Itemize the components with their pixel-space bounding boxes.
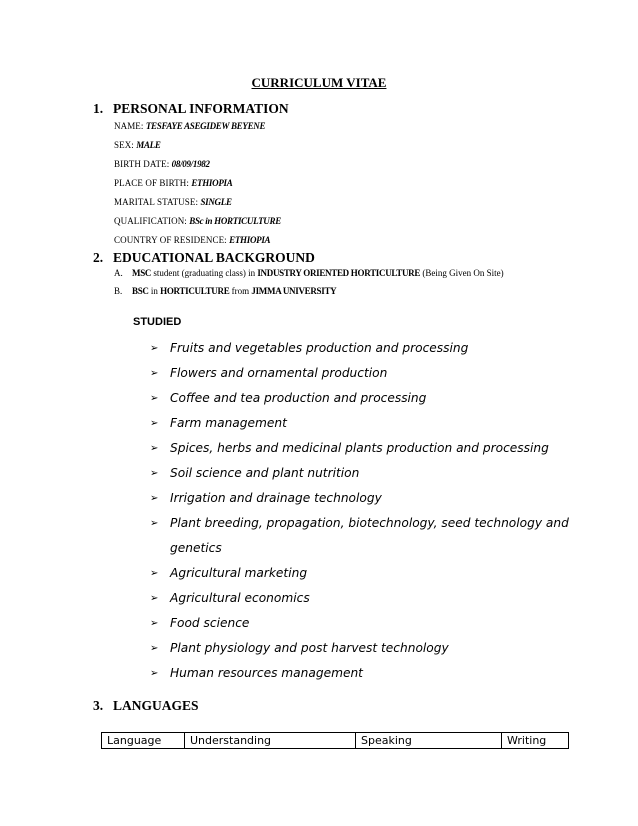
table-header-cell: Understanding bbox=[185, 733, 356, 749]
list-item: ➢ Coffee and tea production and processing bbox=[150, 386, 570, 411]
arrow-bullet-icon: ➢ bbox=[150, 393, 159, 404]
table-header-cell: Language bbox=[102, 733, 185, 749]
list-item: ➢ Food science bbox=[150, 611, 570, 636]
field-qualification: QUALIFICATION: BSc in HORTICULTURE bbox=[114, 216, 281, 226]
field-country-of-residence: COUNTRY OF RESIDENCE: ETHIOPIA bbox=[114, 235, 271, 245]
field-birth-date: BIRTH DATE: 08/09/1982 bbox=[114, 159, 210, 169]
list-item: ➢ Agricultural marketing bbox=[150, 561, 570, 586]
arrow-bullet-icon: ➢ bbox=[150, 568, 159, 579]
list-item: ➢ Farm management bbox=[150, 411, 570, 436]
list-item: ➢ Fruits and vegetables production and processing bbox=[150, 336, 570, 361]
field-name: NAME: TESFAYE ASEGIDEW BEYENE bbox=[114, 121, 266, 131]
arrow-bullet-icon: ➢ bbox=[150, 343, 159, 354]
list-item: ➢ Spices, herbs and medicinal plants production and processing bbox=[150, 436, 570, 461]
table-header-cell: Speaking bbox=[356, 733, 502, 749]
list-item: ➢ Flowers and ornamental production bbox=[150, 361, 570, 386]
list-item: ➢ Human resources management bbox=[150, 661, 570, 686]
arrow-bullet-icon: ➢ bbox=[150, 518, 159, 529]
arrow-bullet-icon: ➢ bbox=[150, 368, 159, 379]
document-title: CURRICULUM VITAE bbox=[251, 75, 387, 90]
section-heading-education: 2. EDUCATIONAL BACKGROUND bbox=[93, 250, 315, 265]
arrow-bullet-icon: ➢ bbox=[150, 443, 159, 454]
list-item: ➢ Plant physiology and post harvest technology bbox=[150, 636, 570, 661]
arrow-bullet-icon: ➢ bbox=[150, 668, 159, 679]
list-item: ➢ Agricultural economics bbox=[150, 586, 570, 611]
table-header-cell: Writing bbox=[502, 733, 569, 749]
arrow-bullet-icon: ➢ bbox=[150, 618, 159, 629]
arrow-bullet-icon: ➢ bbox=[150, 493, 159, 504]
arrow-bullet-icon: ➢ bbox=[150, 643, 159, 654]
list-item: ➢ Soil science and plant nutrition bbox=[150, 461, 570, 486]
studied-label: STUDIED bbox=[133, 316, 182, 328]
field-marital-status: MARITAL STATUSE: SINGLE bbox=[114, 197, 232, 207]
languages-table bbox=[101, 732, 569, 749]
section-heading-languages: 3. LANGUAGES bbox=[93, 698, 199, 713]
table-header-row bbox=[102, 733, 569, 749]
studied-list bbox=[150, 336, 570, 686]
education-item-msc: A. MSC student (graduating class) in INDUSTRY ORIENTED HORTICULTURE (Being Given On Site) bbox=[114, 268, 504, 278]
list-item: ➢ Irrigation and drainage technology bbox=[150, 486, 570, 511]
arrow-bullet-icon: ➢ bbox=[150, 468, 159, 479]
arrow-bullet-icon: ➢ bbox=[150, 593, 159, 604]
arrow-bullet-icon: ➢ bbox=[150, 418, 159, 429]
section-heading-personal: 1. PERSONAL INFORMATION bbox=[93, 101, 289, 116]
list-item: ➢ Plant breeding, propagation, biotechnology, seed technology and genetics bbox=[150, 511, 570, 561]
field-place-of-birth: PLACE OF BIRTH: ETHIOPIA bbox=[114, 178, 233, 188]
field-sex: SEX: MALE bbox=[114, 140, 161, 150]
education-item-bsc: B. BSC in HORTICULTURE from JIMMA UNIVERSITY bbox=[114, 286, 337, 296]
